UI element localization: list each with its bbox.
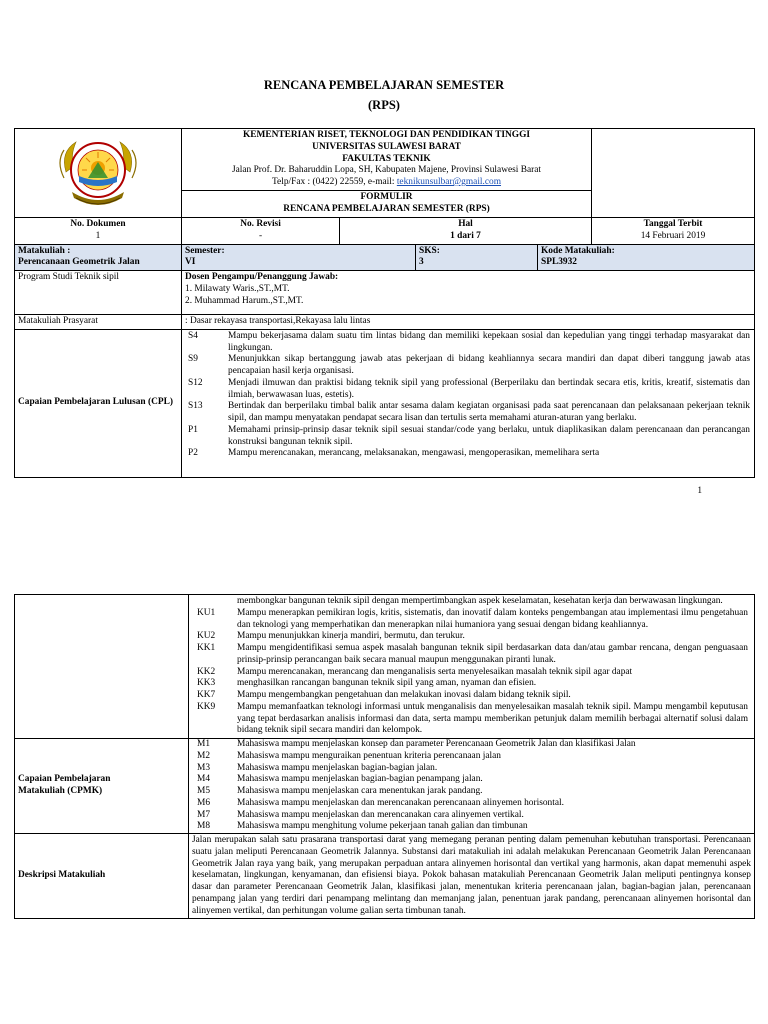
cpl-code: KK2 (197, 666, 216, 677)
semester-label: Semester: (185, 245, 225, 256)
contact-phone: Telp/Fax : (0422) 22559, e-mail: (271, 177, 397, 187)
sks-cell (416, 244, 538, 271)
cpmk-code: M7 (197, 809, 211, 820)
kode-cell (538, 244, 755, 271)
rps-header-table (14, 128, 755, 478)
cpmk-text: Mahasiswa mampu menghitung volume pekerjaan tanah galian dan timbunan (237, 821, 528, 832)
cpl-text: menghasilkan rancangan bangunan teknik sipil yang aman, nyaman dan efisien. (237, 678, 537, 689)
cpl-continued-label-cell (15, 595, 189, 739)
tanggal-value: 14 Februari 2019 (640, 230, 706, 241)
form-title: RENCANA PEMBELAJARAN SEMESTER (RPS) (283, 204, 490, 215)
hal-label: Hal (458, 219, 473, 229)
cpmk-text: Mahasiswa mampu menjelaskan dan merencanakan cara alinyemen vertikal. (237, 809, 524, 820)
cpl-code: S9 (188, 354, 198, 365)
prasyarat-value-cell (182, 315, 755, 330)
cpmk-text: Mahasiswa mampu menjelaskan dan merencanakan perencanaan alinyemen horisontal. (237, 797, 564, 808)
cpl-text: Mampu merencanakan, merancang dan menganalisis serta menyelesaikan masalah teknik sipil agar dapat (237, 666, 633, 677)
kode-value: SPL3932 (541, 257, 577, 268)
cpmk-text: Mahasiswa mampu menjelaskan bagian-bagian jalan. (237, 762, 438, 773)
prodi-cell (15, 271, 182, 315)
cpl-item (188, 401, 750, 425)
cpl-text: membongkar bangunan teknik sipil dengan mempertimbangkan aspek keselamatan, kesehatan kerja dan berwawasan lingkungan. (237, 596, 723, 606)
page-number: 1 (697, 486, 702, 496)
cpmk-item (197, 821, 748, 833)
matakuliah-cell (15, 244, 182, 271)
cpl-code: KU2 (197, 631, 216, 642)
logo-cell (15, 129, 182, 218)
semester-cell (182, 244, 416, 271)
email-link[interactable]: teknikunsulbar@gmail.com (396, 177, 502, 187)
deskripsi-text: Jalan merupakan salah satu prasarana transportasi darat yang memegang peranan penting dalam pemenuhan kebutuhan transportasi. Perencanaan suatu jalan meliputi Perencanaan Geometrik Jalannya. Substansi dari matakuliah ini adalah melakukan Perencanaan Geometrik Jalan Perencanaan Geometrik Jalan raya yang baik, yang merupakan perpaduan antara alinyemen horisontal dan vertikal yang harmonis, akan dapat memenuhi aspek keselamatan, lingkungan, kenyamanan, dan efisiensi biaya. Pokok bahasan matakuliah Perencanaan Geometrik Jalan meliputi pentingnya konsep dasar dan parameter Perencanaan Geometrik Jalan, klasifikasi jalan, menentukan kriteria perencanaan jalan, bagian-bagian jalan, perencanaan penampang jalan yang terdiri dari penampang melintang dan memanjang jalan, penentuan jarak pandang, perencanaan alinyemen horisontal dan alinyemen vertikal, dan perhitungan volume galian serta timbunan tanah. (192, 835, 751, 916)
no-dokumen-cell (15, 218, 182, 245)
cpmk-label-line2: Matakuliah (CPMK) (18, 786, 103, 796)
cpl-text: Menunjukkan sikap bertanggung jawab atas pekerjaan di bidang keahliannya secara mandiri dan dapat diberi tanggung jawab atas pencapaian hasil kerja organisasi. (228, 354, 750, 376)
cpmk-content-cell (189, 739, 755, 834)
cpl-item (197, 678, 748, 690)
prasyarat-label-cell (15, 315, 182, 330)
cpl-text: Mampu bekerjasama dalam suatu tim lintas bidang dan memiliki kepekaan sosial dan kepedulian yang tinggi terhadap masyarakat dan lingkungan. (228, 330, 750, 353)
deskripsi-content-cell (189, 834, 755, 919)
cpl-item (188, 425, 750, 449)
university-logo (18, 130, 178, 216)
cpl-text: Mampu mengidentifikasi semua aspek masalah bangunan teknik sipil berdasarkan data dan/atau gambar rencana, dengan penguasaan prinsip-prinsip perancangan baik secara manual maupun menggunakan piranti lunak. (237, 643, 748, 665)
cpl-text: Mampu menunjukkan kinerja mandiri, bermutu, dan terukur. (237, 631, 465, 642)
page-1 (0, 0, 768, 498)
hal-cell (340, 218, 592, 245)
cpl-code: KK7 (197, 690, 216, 700)
cpl-item (197, 631, 748, 643)
dosen-1: 1. Milawaty Waris.,ST.,MT. (185, 283, 290, 294)
cpl-text: Mampu menerapkan pemikiran logis, kritis, sistematis, dan inovatif dalam konteks pengembangan atau implementasi ilmu pengetahuan dan teknologi yang memperhatikan dan menerapkan nilai humaniora yang sesuai dengan bidang keahliannya. (237, 607, 748, 630)
cpl-text: Memahami prinsip-prinsip dasar teknik sipil sesuai standar/code yang berlaku, untuk diaplikasikan dalam perencanaan dan perancangan konstruksi bangunan teknik sipil. (228, 424, 750, 447)
cpl-code (197, 596, 233, 608)
cpl-item (197, 596, 748, 608)
cpmk-item (197, 786, 748, 798)
cpmk-item (197, 751, 748, 763)
matakuliah-label: Matakuliah : (18, 245, 71, 256)
document-subtitle: (RPS) (368, 98, 400, 112)
cpl-code: S12 (188, 377, 203, 388)
cpmk-item (197, 763, 748, 775)
no-dokumen-value: 1 (95, 230, 101, 241)
tanggal-cell (592, 218, 755, 245)
cpmk-code: M4 (197, 774, 211, 785)
cpl-item (197, 643, 748, 667)
cpmk-label-line1: Capaian Pembelajaran (18, 774, 111, 785)
cpl-label-cell (15, 329, 182, 477)
prasyarat-label: Matakuliah Prasyarat (18, 316, 98, 326)
sks-label: SKS: (419, 245, 440, 256)
university-emblem-icon (52, 132, 144, 214)
blank-header-cell (592, 129, 755, 218)
faculty-name: FAKULTAS TEKNIK (342, 153, 431, 164)
no-revisi-label: No. Revisi (240, 219, 281, 229)
cpl-code: P1 (188, 424, 198, 435)
cpl-text: Mampu mengembangkan pengetahuan dan melakukan inovasi dalam bidang teknik sipil. (237, 690, 571, 700)
matakuliah-value: Perencanaan Geometrik Jalan (18, 257, 140, 268)
cpl-text: Mampu merencanakan, merancang, melaksanakan, mengawasi, mengoperasikan, memelihara serta (228, 448, 600, 459)
cpmk-code: M8 (197, 821, 211, 832)
cpl-list-page1 (188, 331, 750, 477)
page-2 (0, 560, 768, 1024)
dosen-2: 2. Muhammad Harum.,ST.,MT. (185, 295, 304, 306)
cpl-code: P2 (188, 448, 198, 459)
university-address: Jalan Prof. Dr. Baharuddin Lopa, SH, Kabupaten Majene, Provinsi Sulawesi Barat (231, 165, 542, 176)
cpl-label: Capaian Pembelajaran Lulusan (CPL) (18, 397, 173, 408)
cpmk-code: M1 (197, 739, 211, 749)
semester-value: VI (185, 257, 196, 268)
cpl-content-cell (182, 329, 755, 477)
cpl-item (188, 378, 750, 402)
cpl-code: KK1 (197, 643, 216, 653)
no-revisi-value: - (258, 230, 263, 241)
tanggal-label: Tanggal Terbit (643, 219, 703, 229)
prodi-text: Program Studi Teknik sipil (18, 272, 119, 282)
cpmk-code: M6 (197, 797, 211, 808)
contact-line (184, 177, 589, 189)
cpmk-text: Mahasiswa mampu menjelaskan cara menentukan jarak pandang. (237, 786, 483, 796)
cpmk-text: Mahasiswa mampu menjelaskan bagian-bagian penampang jalan. (237, 774, 483, 785)
cpl-code: S13 (188, 401, 203, 412)
cpl-item (197, 690, 748, 702)
hal-value: 1 dari 7 (450, 230, 481, 241)
cpl-item (197, 667, 748, 679)
cpl-text: Bertindak dan berperilaku timbal balik antar sesama dalam kegiatan organisasi pada saat perencanaan dan pelaksanaan pekerjaan teknik sipil, dan mampu menyatakan pendapat secara lisan dan tertulis serta memahami aturan-aturan yang berlaku. (228, 401, 750, 423)
cpmk-item (197, 798, 748, 810)
cpl-item (188, 331, 750, 355)
cpl-item (188, 354, 750, 378)
no-revisi-cell (182, 218, 340, 245)
cpmk-code: M3 (197, 762, 211, 773)
cpl-text: Mampu memanfaatkan teknologi informasi untuk menganalisis dan menyelesaikan masalah teknik sipil. Mampu mengambil keputusan yang tepat berdasarkan analisis informasi dan data, serta mampu memberikan petunjuk dalam memilih berbagai alternatif solusi dalam bidang teknik sipil secara mandiri dan kelompok. (237, 701, 748, 736)
cpmk-item (197, 810, 748, 822)
form-title-cell (182, 191, 592, 218)
cpmk-text: Mahasiswa mampu menguraikan penentuan kriteria perencanaan jalan (237, 750, 501, 761)
form-label: FORMULIR (360, 192, 413, 203)
cpmk-text: Mahasiswa mampu menjelaskan konsep dan parameter Perencanaan Geometrik Jalan dan klasifikasi Jalan (237, 739, 636, 749)
cpmk-item (197, 774, 748, 786)
cpl-item (188, 448, 750, 460)
cpl-item (197, 702, 748, 737)
sks-value: 3 (419, 257, 424, 268)
no-dokumen-label: No. Dokumen (70, 219, 126, 229)
dosen-cell (182, 271, 755, 315)
rps-continuation-table (14, 594, 755, 919)
cpmk-code: M5 (197, 786, 211, 796)
cpmk-label-cell (15, 739, 189, 834)
deskripsi-label: Deskripsi Matakuliah (18, 870, 106, 881)
deskripsi-label-cell (15, 834, 189, 919)
cpl-continued-cell (189, 595, 755, 739)
cpmk-item (197, 739, 748, 751)
cpl-code: KU1 (197, 607, 216, 618)
cpl-code: KK9 (197, 701, 216, 712)
dosen-label: Dosen Pengampu/Penanggung Jawab: (185, 272, 339, 282)
ministry-name: KEMENTERIAN RISET, TEKNOLOGI DAN PENDIDIKAN TINGGI (242, 130, 531, 140)
cpl-text: Menjadi ilmuwan dan praktisi bidang teknik sipil yang professional (Berperilaku dan bertindak secara etis, kritis, kreatif, sistematis dan ilmiah, berwawasan luas, estetis). (228, 377, 750, 400)
kode-label: Kode Matakuliah: (541, 245, 615, 256)
cpmk-code: M2 (197, 750, 211, 761)
cpl-item (197, 608, 748, 632)
university-name: UNIVERSITAS SULAWESI BARAT (312, 141, 461, 152)
document-title: RENCANA PEMBELAJARAN SEMESTER (263, 78, 505, 92)
cpl-code: S4 (188, 330, 198, 341)
institution-info (182, 129, 592, 191)
prasyarat-value: : Dasar rekayasa transportasi,Rekayasa lalu lintas (185, 316, 371, 326)
cpl-code: KK3 (197, 678, 216, 689)
